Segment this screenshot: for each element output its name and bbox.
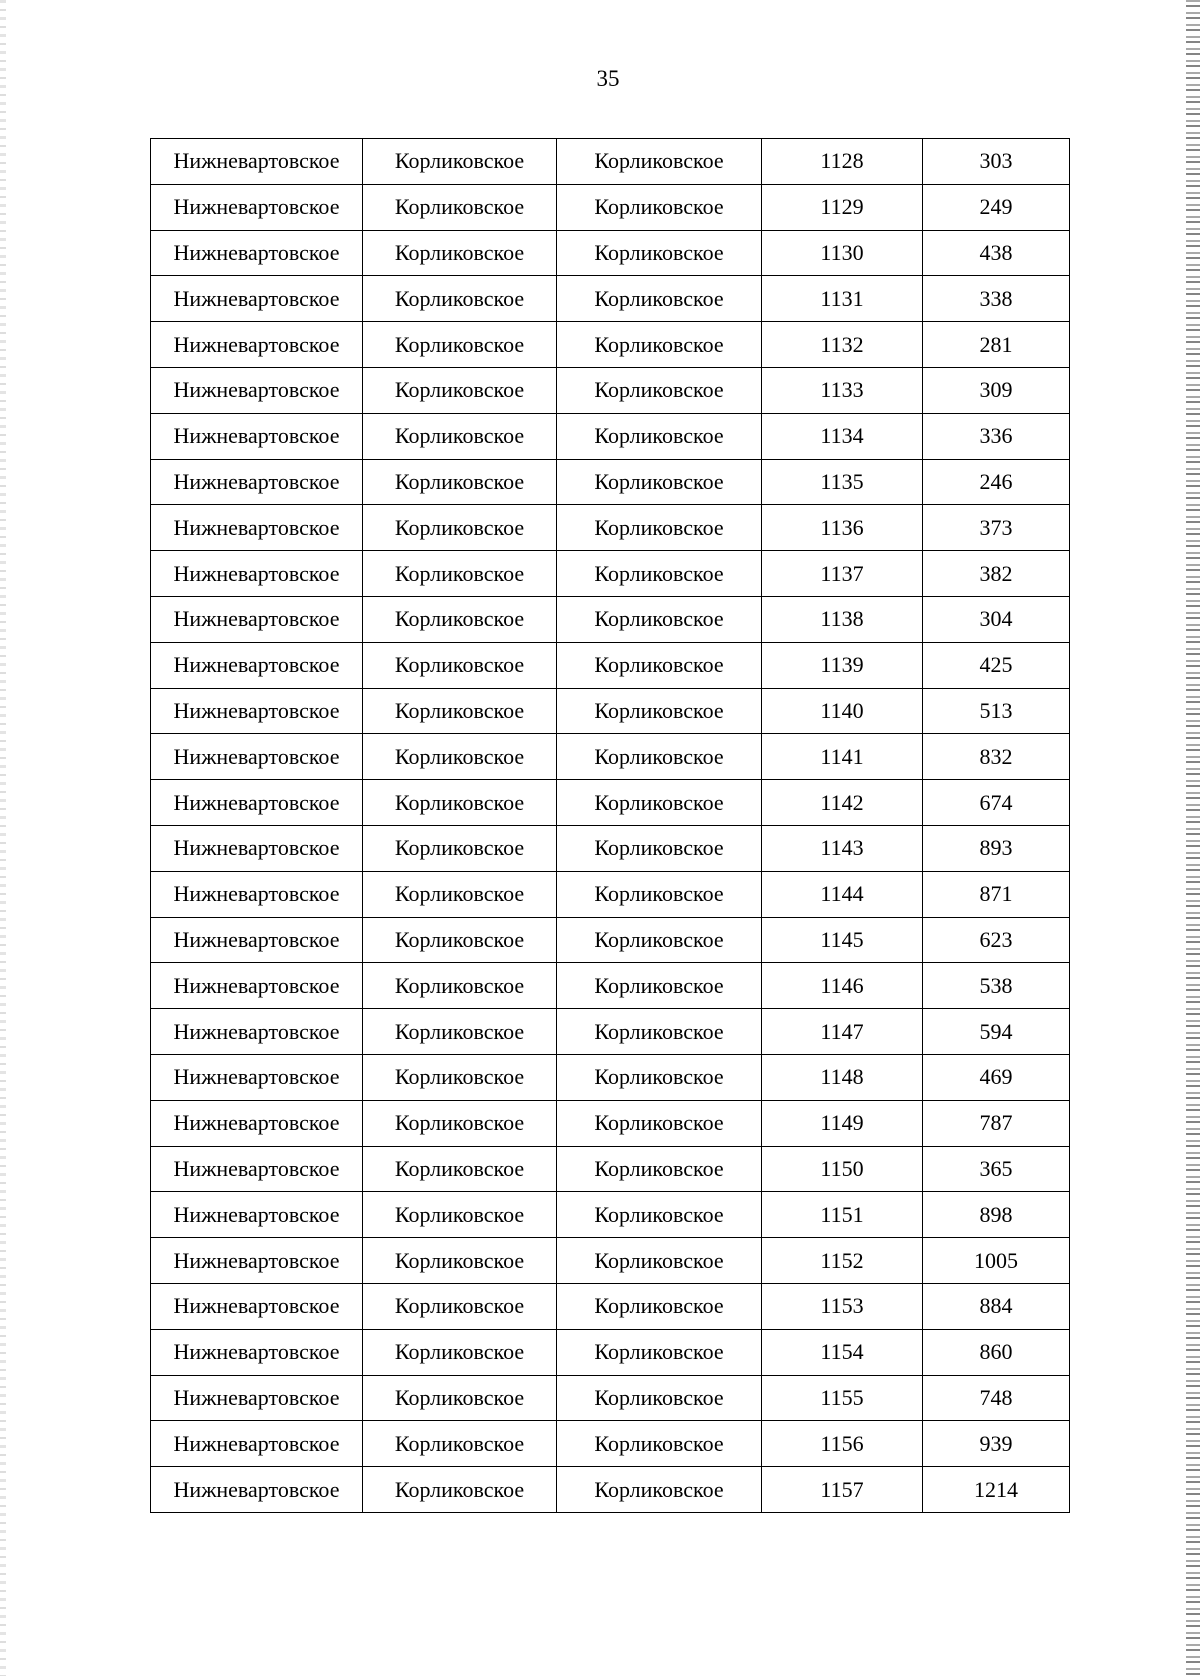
- table-row: [151, 505, 1070, 551]
- value-cell: 303: [923, 139, 1070, 185]
- district-cell: Нижневартовское: [151, 459, 363, 505]
- locality-cell: Корликовское: [557, 780, 762, 826]
- district-cell: Нижневартовское: [151, 1192, 363, 1238]
- number-cell: 1146: [762, 963, 923, 1009]
- settlement-cell: Корликовское: [363, 1329, 557, 1375]
- district-cell: Нижневартовское: [151, 963, 363, 1009]
- locality-cell: Корликовское: [557, 963, 762, 1009]
- locality-cell: Корликовское: [557, 825, 762, 871]
- locality-cell: Корликовское: [557, 596, 762, 642]
- settlement-cell: Корликовское: [363, 1146, 557, 1192]
- table-row: [151, 1192, 1070, 1238]
- value-cell: 438: [923, 230, 1070, 276]
- number-cell: 1142: [762, 780, 923, 826]
- settlement-cell: Корликовское: [363, 230, 557, 276]
- locality-cell: Корликовское: [557, 1283, 762, 1329]
- table-row: [151, 276, 1070, 322]
- table-body: [151, 139, 1070, 1513]
- district-cell: Нижневартовское: [151, 1421, 363, 1467]
- district-cell: Нижневартовское: [151, 505, 363, 551]
- settlement-cell: Корликовское: [363, 780, 557, 826]
- value-cell: 538: [923, 963, 1070, 1009]
- number-cell: 1143: [762, 825, 923, 871]
- number-cell: 1141: [762, 734, 923, 780]
- table-row: [151, 230, 1070, 276]
- district-cell: Нижневартовское: [151, 184, 363, 230]
- number-cell: 1128: [762, 139, 923, 185]
- table-row: [151, 917, 1070, 963]
- number-cell: 1150: [762, 1146, 923, 1192]
- value-cell: 338: [923, 276, 1070, 322]
- settlement-cell: Корликовское: [363, 963, 557, 1009]
- locality-cell: Корликовское: [557, 551, 762, 597]
- settlement-cell: Корликовское: [363, 459, 557, 505]
- table-row: [151, 1375, 1070, 1421]
- value-cell: 304: [923, 596, 1070, 642]
- number-cell: 1140: [762, 688, 923, 734]
- table-row: [151, 1009, 1070, 1055]
- district-cell: Нижневартовское: [151, 734, 363, 780]
- table-row: [151, 734, 1070, 780]
- settlement-cell: Корликовское: [363, 413, 557, 459]
- value-cell: 594: [923, 1009, 1070, 1055]
- value-cell: 336: [923, 413, 1070, 459]
- table-row: [151, 1329, 1070, 1375]
- settlement-cell: Корликовское: [363, 551, 557, 597]
- value-cell: 939: [923, 1421, 1070, 1467]
- value-cell: 469: [923, 1054, 1070, 1100]
- number-cell: 1155: [762, 1375, 923, 1421]
- number-cell: 1154: [762, 1329, 923, 1375]
- table-row: [151, 596, 1070, 642]
- table-row: [151, 139, 1070, 185]
- table-row: [151, 825, 1070, 871]
- settlement-cell: Корликовское: [363, 596, 557, 642]
- district-cell: Нижневартовское: [151, 322, 363, 368]
- settlement-cell: Корликовское: [363, 1238, 557, 1284]
- table-row: [151, 459, 1070, 505]
- table-row: [151, 1054, 1070, 1100]
- settlement-cell: Корликовское: [363, 1100, 557, 1146]
- table-row: [151, 1421, 1070, 1467]
- number-cell: 1131: [762, 276, 923, 322]
- value-cell: 246: [923, 459, 1070, 505]
- table-row: [151, 413, 1070, 459]
- locality-cell: Корликовское: [557, 1192, 762, 1238]
- settlement-cell: Корликовское: [363, 642, 557, 688]
- table-row: [151, 780, 1070, 826]
- number-cell: 1145: [762, 917, 923, 963]
- district-cell: Нижневартовское: [151, 1375, 363, 1421]
- table-row: [151, 1467, 1070, 1513]
- district-cell: Нижневартовское: [151, 1054, 363, 1100]
- table-row: [151, 871, 1070, 917]
- number-cell: 1132: [762, 322, 923, 368]
- district-cell: Нижневартовское: [151, 230, 363, 276]
- value-cell: 513: [923, 688, 1070, 734]
- locality-cell: Корликовское: [557, 1467, 762, 1513]
- locality-cell: Корликовское: [557, 1054, 762, 1100]
- settlement-cell: Корликовское: [363, 322, 557, 368]
- settlement-cell: Корликовское: [363, 1009, 557, 1055]
- locality-cell: Корликовское: [557, 688, 762, 734]
- district-cell: Нижневартовское: [151, 825, 363, 871]
- number-cell: 1133: [762, 367, 923, 413]
- value-cell: 1005: [923, 1238, 1070, 1284]
- number-cell: 1147: [762, 1009, 923, 1055]
- number-cell: 1135: [762, 459, 923, 505]
- district-cell: Нижневартовское: [151, 688, 363, 734]
- value-cell: 309: [923, 367, 1070, 413]
- settlement-cell: Корликовское: [363, 367, 557, 413]
- value-cell: 365: [923, 1146, 1070, 1192]
- settlement-cell: Корликовское: [363, 139, 557, 185]
- number-cell: 1129: [762, 184, 923, 230]
- number-cell: 1134: [762, 413, 923, 459]
- locality-cell: Корликовское: [557, 1100, 762, 1146]
- district-cell: Нижневартовское: [151, 551, 363, 597]
- value-cell: 884: [923, 1283, 1070, 1329]
- locality-cell: Корликовское: [557, 1238, 762, 1284]
- value-cell: 832: [923, 734, 1070, 780]
- value-cell: 871: [923, 871, 1070, 917]
- number-cell: 1139: [762, 642, 923, 688]
- number-cell: 1153: [762, 1283, 923, 1329]
- table-row: [151, 367, 1070, 413]
- locality-cell: Корликовское: [557, 1375, 762, 1421]
- settlement-cell: Корликовское: [363, 825, 557, 871]
- table-row: [151, 688, 1070, 734]
- number-cell: 1157: [762, 1467, 923, 1513]
- district-cell: Нижневартовское: [151, 276, 363, 322]
- value-cell: 1214: [923, 1467, 1070, 1513]
- value-cell: 382: [923, 551, 1070, 597]
- district-cell: Нижневартовское: [151, 1238, 363, 1284]
- data-table: [150, 138, 1070, 1513]
- district-cell: Нижневартовское: [151, 1146, 363, 1192]
- locality-cell: Корликовское: [557, 871, 762, 917]
- page-number: 35: [596, 66, 620, 91]
- table-row: [151, 322, 1070, 368]
- locality-cell: Корликовское: [557, 139, 762, 185]
- district-cell: Нижневартовское: [151, 1009, 363, 1055]
- settlement-cell: Корликовское: [363, 871, 557, 917]
- locality-cell: Корликовское: [557, 917, 762, 963]
- locality-cell: Корликовское: [557, 1009, 762, 1055]
- district-cell: Нижневартовское: [151, 1329, 363, 1375]
- settlement-cell: Корликовское: [363, 917, 557, 963]
- locality-cell: Корликовское: [557, 322, 762, 368]
- locality-cell: Корликовское: [557, 276, 762, 322]
- district-cell: Нижневартовское: [151, 139, 363, 185]
- value-cell: 281: [923, 322, 1070, 368]
- locality-cell: Корликовское: [557, 734, 762, 780]
- locality-cell: Корликовское: [557, 459, 762, 505]
- settlement-cell: Корликовское: [363, 1283, 557, 1329]
- table-row: [151, 1146, 1070, 1192]
- district-cell: Нижневартовское: [151, 780, 363, 826]
- scan-edge-right: [1186, 0, 1200, 1676]
- locality-cell: Корликовское: [557, 184, 762, 230]
- table-row: [151, 642, 1070, 688]
- district-cell: Нижневартовское: [151, 917, 363, 963]
- settlement-cell: Корликовское: [363, 184, 557, 230]
- value-cell: 674: [923, 780, 1070, 826]
- locality-cell: Корликовское: [557, 367, 762, 413]
- value-cell: 373: [923, 505, 1070, 551]
- number-cell: 1144: [762, 871, 923, 917]
- locality-cell: Корликовское: [557, 1421, 762, 1467]
- number-cell: 1151: [762, 1192, 923, 1238]
- settlement-cell: Корликовское: [363, 1375, 557, 1421]
- locality-cell: Корликовское: [557, 642, 762, 688]
- value-cell: 249: [923, 184, 1070, 230]
- settlement-cell: Корликовское: [363, 276, 557, 322]
- table-row: [151, 551, 1070, 597]
- number-cell: 1156: [762, 1421, 923, 1467]
- table-row: [151, 1283, 1070, 1329]
- value-cell: 860: [923, 1329, 1070, 1375]
- number-cell: 1136: [762, 505, 923, 551]
- value-cell: 748: [923, 1375, 1070, 1421]
- district-cell: Нижневартовское: [151, 1283, 363, 1329]
- locality-cell: Корликовское: [557, 1329, 762, 1375]
- district-cell: Нижневартовское: [151, 871, 363, 917]
- settlement-cell: Корликовское: [363, 688, 557, 734]
- scan-edge-left: [0, 0, 6, 1676]
- locality-cell: Корликовское: [557, 505, 762, 551]
- district-cell: Нижневартовское: [151, 596, 363, 642]
- value-cell: 623: [923, 917, 1070, 963]
- table-row: [151, 1238, 1070, 1284]
- table-row: [151, 963, 1070, 1009]
- settlement-cell: Корликовское: [363, 1467, 557, 1513]
- locality-cell: Корликовское: [557, 230, 762, 276]
- value-cell: 425: [923, 642, 1070, 688]
- settlement-cell: Корликовское: [363, 1054, 557, 1100]
- district-cell: Нижневартовское: [151, 367, 363, 413]
- table-row: [151, 184, 1070, 230]
- district-cell: Нижневартовское: [151, 413, 363, 459]
- settlement-cell: Корликовское: [363, 1192, 557, 1238]
- value-cell: 898: [923, 1192, 1070, 1238]
- number-cell: 1149: [762, 1100, 923, 1146]
- number-cell: 1148: [762, 1054, 923, 1100]
- number-cell: 1138: [762, 596, 923, 642]
- settlement-cell: Корликовское: [363, 734, 557, 780]
- district-cell: Нижневартовское: [151, 1467, 363, 1513]
- district-cell: Нижневартовское: [151, 1100, 363, 1146]
- number-cell: 1130: [762, 230, 923, 276]
- locality-cell: Корликовское: [557, 1146, 762, 1192]
- value-cell: 893: [923, 825, 1070, 871]
- value-cell: 787: [923, 1100, 1070, 1146]
- locality-cell: Корликовское: [557, 413, 762, 459]
- number-cell: 1137: [762, 551, 923, 597]
- table-row: [151, 1100, 1070, 1146]
- district-cell: Нижневартовское: [151, 642, 363, 688]
- settlement-cell: Корликовское: [363, 505, 557, 551]
- number-cell: 1152: [762, 1238, 923, 1284]
- settlement-cell: Корликовское: [363, 1421, 557, 1467]
